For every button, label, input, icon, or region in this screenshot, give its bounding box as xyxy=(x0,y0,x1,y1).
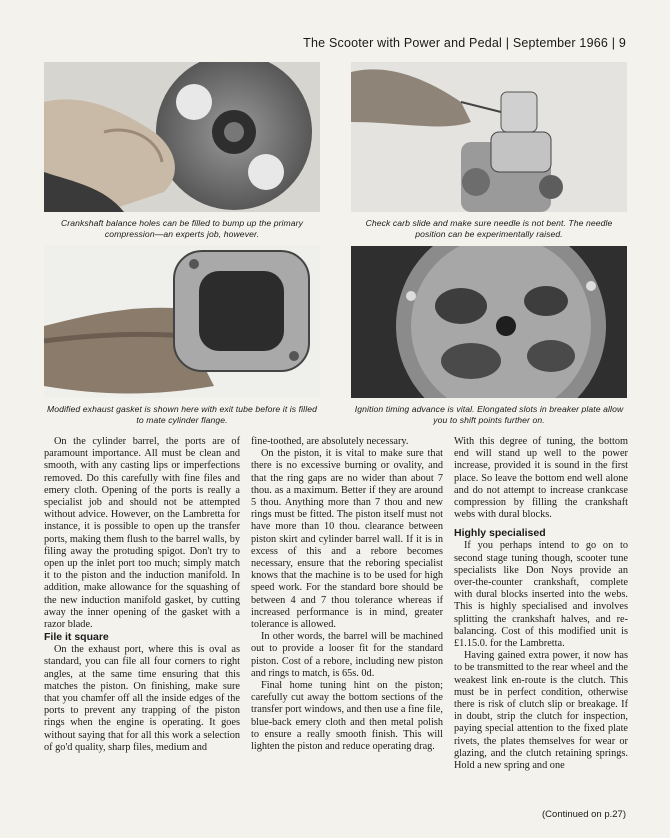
paragraph: If you perhaps intend to go on to second stage tuning though, scooter tune specialists like Don Noys provide an over-the-counter crankshaft, complete with dural blocks inserted into the webs. This is highly specialised and involves splitting the crankshaft halves, and re-balancing. Cost of this modified unit is £1.15.0. for the Lambretta. xyxy=(454,540,628,650)
article-column-1 xyxy=(44,436,240,754)
caption-exhaust: Modified exhaust gasket is shown here with exit tube before it is filled to mate cylinder flange. xyxy=(47,404,317,425)
paragraph: In other words, the barrel will be machined out to provide a looser fit for the standard piston. Cost of a rebore, including new piston and rings to match, is 65s. 0d. xyxy=(251,631,443,679)
continued-note: (Continued on p.27) xyxy=(542,809,626,820)
paragraph: fine-toothed, are absolutely necessary. xyxy=(251,436,409,447)
photo-carb-slide xyxy=(351,62,627,212)
photo-crankshaft-balance-holes xyxy=(44,62,320,212)
paragraph: On the piston, it is vital to make sure that there is no excessive burning or ovality, and that the ring gaps are no wider than about 7 thou. as a maximum. Better if they are around 5 thou. Anything more than 7 thou and new rings must be fitted. The piston itself must not have more than 10 thou. clearance between piston skirt and cylinder barrel wall. If it is in excess of this and a rebore becomes necessary, ensure that the reboring specialist knows that the machine is to be used for high speed work. For the standard bore should be between 4 and 7 thou tolerance whereas if increased performance is in mind, greater tolerance is allowed. xyxy=(251,448,443,631)
caption-carb: Check carb slide and make sure needle is not bent. The needle position can be experimentally raised. xyxy=(365,218,613,239)
running-header: The Scooter with Power and Pedal | September 1966 | 9 xyxy=(303,36,626,50)
paragraph: With this degree of tuning, the bottom end will stand up well to the power increase, provided it is sound in the first place. So leave the bottom end well alone and do not attempt to increase crankcase compression by filling the crankshaft webs with dural blocks. xyxy=(454,436,628,521)
paragraph: On the exhaust port, where this is oval as standard, you can file all four corners to right angles, at the same time ensuring that this matches the piston. On finishing, make sure that you chamfer off all the inside edges of the ports to prevent any trapping of the piston rings when the engine is operating. It goes without saying that for all this work a selection of go'd quality, sharp files, medium and xyxy=(44,644,240,753)
caption-crankshaft: Crankshaft balance holes can be filled to bump up the primary compression—an experts job, however. xyxy=(60,218,304,239)
subheading-file-it-square: File it square xyxy=(44,631,109,644)
photo-exhaust-gasket xyxy=(44,246,320,398)
article-column-2 xyxy=(251,436,443,753)
subheading-highly-specialised: Highly specialised xyxy=(454,527,546,540)
article-column-3 xyxy=(454,436,628,772)
paragraph: On the cylinder barrel, the ports are of paramount importance. All must be clean and smooth, with any casting lips or imperfections removed. Do this carefully with fine files and emery cloth. Opening of the ports is really a specialist job and should not be attempted without advice. However, on the Lambretta for instance, it is possible to open up the transfer ports, making them flush to the barrel walls, by filing away the protuding spigot. Don't try to open up the inlet port too much; simply match it to the piston and the induction manifold. In addition, make allowance for the squashing of the new induction manifold gasket, by cutting away the inner opening of the gasket with a razor blade. xyxy=(44,436,240,631)
paragraph: Final home tuning hint on the piston; carefully cut away the bottom sections of the transfer port windows, and then use a fine file, blue-back emery cloth and then metal polish to ensure a really smooth finish. This will lighten the piston and reduce operating drag. xyxy=(251,680,443,753)
photo-ignition-breaker-plate xyxy=(351,246,627,398)
caption-ignition: Ignition timing advance is vital. Elongated slots in breaker plate allow you to shift points further on. xyxy=(354,404,624,425)
paragraph: Having gained extra power, it now has to be transmitted to the rear wheel and the weakest link en-route is the clutch. This must be in perfect condition, otherwise there is risk of clutch slip or breakage. If in doubt, strip the clutch for inspection, paying special attention to the fixed plate rivets, the plates themselves for wear or glazing, and the clutch retaining springs. Hold a new spring and one xyxy=(454,650,628,772)
